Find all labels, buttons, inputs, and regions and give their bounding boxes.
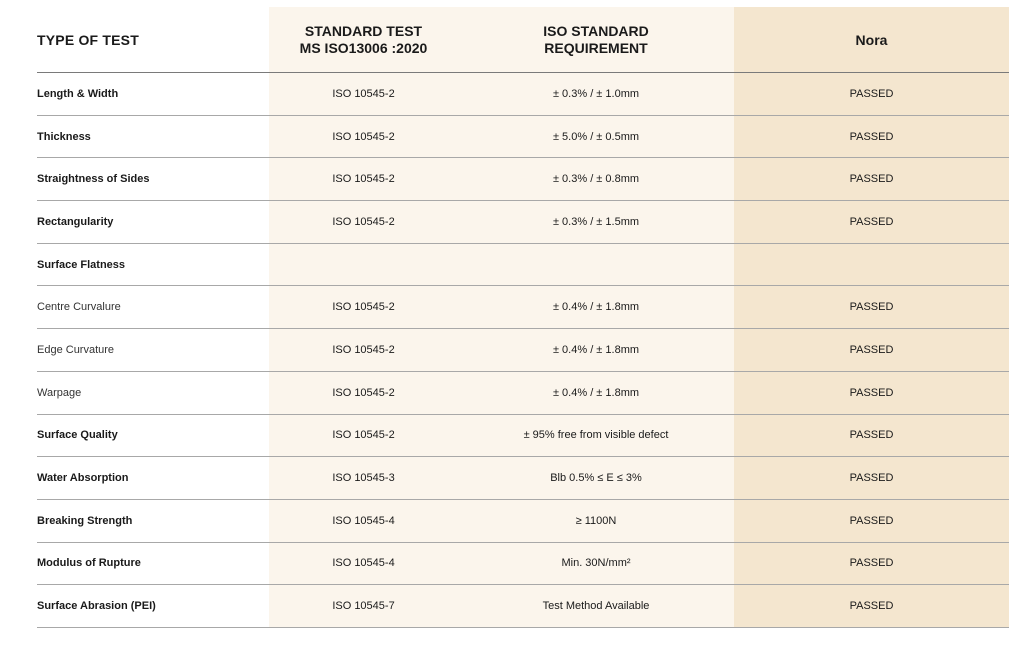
test-results-table (37, 7, 1009, 628)
iso-requirement: ± 0.3% / ± 0.8mm (552, 173, 640, 186)
iso-requirement: ≥ 1100N (575, 514, 617, 527)
test-name: Centre Curvalure (37, 301, 121, 314)
table-row (37, 500, 1009, 543)
test-name: Modulus of Rupture (37, 557, 141, 570)
iso-requirement: Blb 0.5% ≤ E ≤ 3% (550, 472, 642, 485)
header-standard-test-line2: MS ISO13006 :2020 (299, 39, 428, 56)
standard-test: ISO 10545-3 (332, 472, 395, 485)
table-row (37, 329, 1009, 372)
table-row-section (37, 244, 1009, 287)
test-name: Length & Width (37, 87, 119, 100)
result: PASSED (849, 130, 894, 143)
result: PASSED (849, 514, 894, 527)
result: PASSED (849, 557, 894, 570)
result: PASSED (849, 472, 894, 485)
standard-test: ISO 10545-2 (332, 343, 395, 356)
iso-requirement: ± 0.3% / ± 1.5mm (552, 215, 640, 228)
standard-test: ISO 10545-2 (332, 301, 395, 314)
test-name: Breaking Strength (37, 514, 133, 527)
standard-test: ISO 10545-2 (332, 215, 395, 228)
table-row (37, 286, 1009, 329)
table-row (37, 201, 1009, 244)
iso-requirement: ± 95% free from visible defect (523, 429, 669, 442)
iso-requirement: ± 5.0% / ± 0.5mm (552, 130, 640, 143)
header-type-of-test: TYPE OF TEST (37, 31, 139, 48)
standard-test: ISO 10545-2 (332, 429, 395, 442)
standard-test: ISO 10545-2 (332, 87, 395, 100)
result: PASSED (849, 386, 894, 399)
standard-test: ISO 10545-7 (332, 600, 395, 613)
standard-test: ISO 10545-2 (332, 173, 395, 186)
standard-test: ISO 10545-2 (332, 386, 395, 399)
iso-requirement: ± 0.4% / ± 1.8mm (552, 386, 640, 399)
result: PASSED (849, 173, 894, 186)
test-section-name: Surface Flatness (37, 258, 126, 271)
iso-requirement: Test Method Available (542, 600, 650, 613)
table-row (37, 73, 1009, 116)
result: PASSED (849, 87, 894, 100)
iso-requirement: ± 0.3% / ± 1.0mm (552, 87, 640, 100)
result: PASSED (849, 215, 894, 228)
iso-requirement: Min. 30N/mm² (561, 557, 631, 570)
test-name: Surface Quality (37, 429, 118, 442)
table-row (37, 116, 1009, 159)
table-row (37, 457, 1009, 500)
test-name: Surface Abrasion (PEI) (37, 600, 156, 613)
test-name: Water Absorption (37, 472, 129, 485)
iso-requirement: ± 0.4% / ± 1.8mm (552, 343, 640, 356)
standard-test: ISO 10545-4 (332, 514, 395, 527)
table-row (37, 585, 1009, 628)
standard-test: ISO 10545-4 (332, 557, 395, 570)
table-row (37, 543, 1009, 586)
result: PASSED (849, 343, 894, 356)
test-name: Thickness (37, 130, 91, 143)
table-row (37, 158, 1009, 201)
result: PASSED (849, 301, 894, 314)
table-row (37, 415, 1009, 458)
iso-requirement: ± 0.4% / ± 1.8mm (552, 301, 640, 314)
header-standard-test-line1: STANDARD TEST (304, 22, 423, 39)
standard-test: ISO 10545-2 (332, 130, 395, 143)
test-name: Rectangularity (37, 215, 114, 228)
test-name: Straightness of Sides (37, 173, 150, 186)
test-name: Warpage (37, 386, 82, 399)
test-name: Edge Curvature (37, 343, 115, 356)
table-row (37, 372, 1009, 415)
header-standard-test (269, 23, 458, 57)
result: PASSED (849, 600, 894, 613)
header-iso-requirement (458, 23, 734, 57)
header-iso-requirement-line2: REQUIREMENT (544, 39, 648, 56)
table-header-row (37, 7, 1009, 73)
header-product: Nora (855, 31, 888, 48)
result: PASSED (849, 429, 894, 442)
header-iso-requirement-line1: ISO STANDARD (543, 22, 649, 39)
